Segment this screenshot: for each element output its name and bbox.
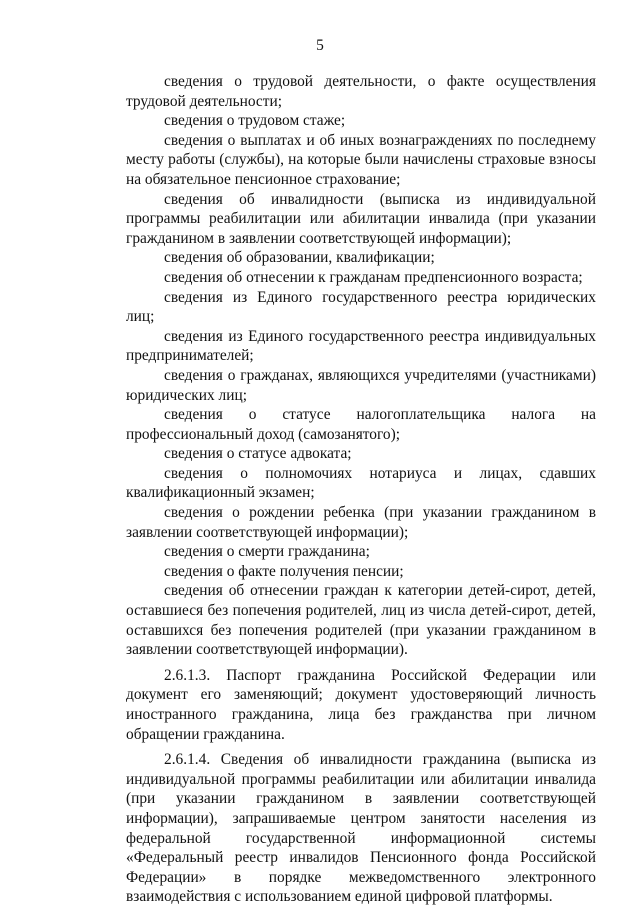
paragraph-pre-retirement: сведения об отнесении к гражданам предпенсионного возраста;	[164, 268, 583, 286]
paragraph-advocate: сведения о статусе адвоката;	[164, 445, 352, 463]
paragraph-labor-activity: сведения о трудовой деятельности, о факте осуществления трудовой деятельности;	[126, 73, 596, 110]
paragraph-payments: сведения о выплатах и об иных вознаграждениях по последнему месту работы (службы), на которые были начислены страховые взносы на обязательное пенсионное страхование;	[126, 131, 596, 188]
paragraph-orphans: сведения об отнесении граждан к категории детей-сирот, детей, оставшиеся без попечения родителей, лиц из числа детей-сирот, детей, оставшихся без попечения родителей (при указании гражданином в заявлении соответствующей информации).	[126, 582, 596, 659]
paragraph-death: сведения о смерти гражданина;	[164, 543, 370, 561]
paragraph-work-experience: сведения о трудовом стаже;	[164, 112, 346, 130]
paragraph-founders: сведения о гражданах, являющихся учредителями (участниками) юридических лиц;	[126, 366, 596, 404]
paragraph-entrepreneurs-register: сведения из Единого государственного реестра индивидуальных предпринимателей;	[126, 327, 596, 365]
paragraph-notary: сведения о полномочиях нотариуса и лицах, сдавших квалификационный экзамен;	[126, 464, 596, 502]
clause-2-6-1-3: 2.6.1.3. Паспорт гражданина Российской Федерации или документ его заменяющий; документ удостоверяющий личность иностранного гражданина, лица без гражданства при личном обращении гражданина.	[126, 666, 596, 743]
document-body	[126, 72, 596, 907]
paragraph-disability: сведения об инвалидности (выписка из индивидуальной программы реабилитации или абилитации инвалида (при указании гражданином в заявлении соответствующей информации);	[126, 190, 596, 247]
paragraph-legal-entities-register: сведения из Единого государственного реестра юридических лиц;	[126, 288, 596, 326]
paragraph-child-birth: сведения о рождении ребенка (при указании гражданином в заявлении соответствующей информации);	[126, 504, 596, 541]
page-number: 5	[316, 37, 324, 54]
clause-2-6-1-4: 2.6.1.4. Сведения об инвалидности гражданина (выписка из индивидуальной программы реабилитации или абилитации инвалида (при указании гражданином в заявлении соответствующей информации), запрашиваемые центром занятости населения из федеральной государственной информационной системы «Федеральный реестр инвалидов Пенсионного фонда Российской Федерации» в порядке межведомственного электронного взаимодействия с использованием единой цифровой платформы.	[126, 751, 596, 906]
paragraph-self-employed: сведения о статусе налогоплательщика налога на профессиональный доход (самозанятого);	[126, 406, 596, 443]
paragraph-education: сведения об образовании, квалификации;	[164, 249, 435, 267]
paragraph-pension: сведения о факте получения пенсии;	[164, 562, 404, 580]
